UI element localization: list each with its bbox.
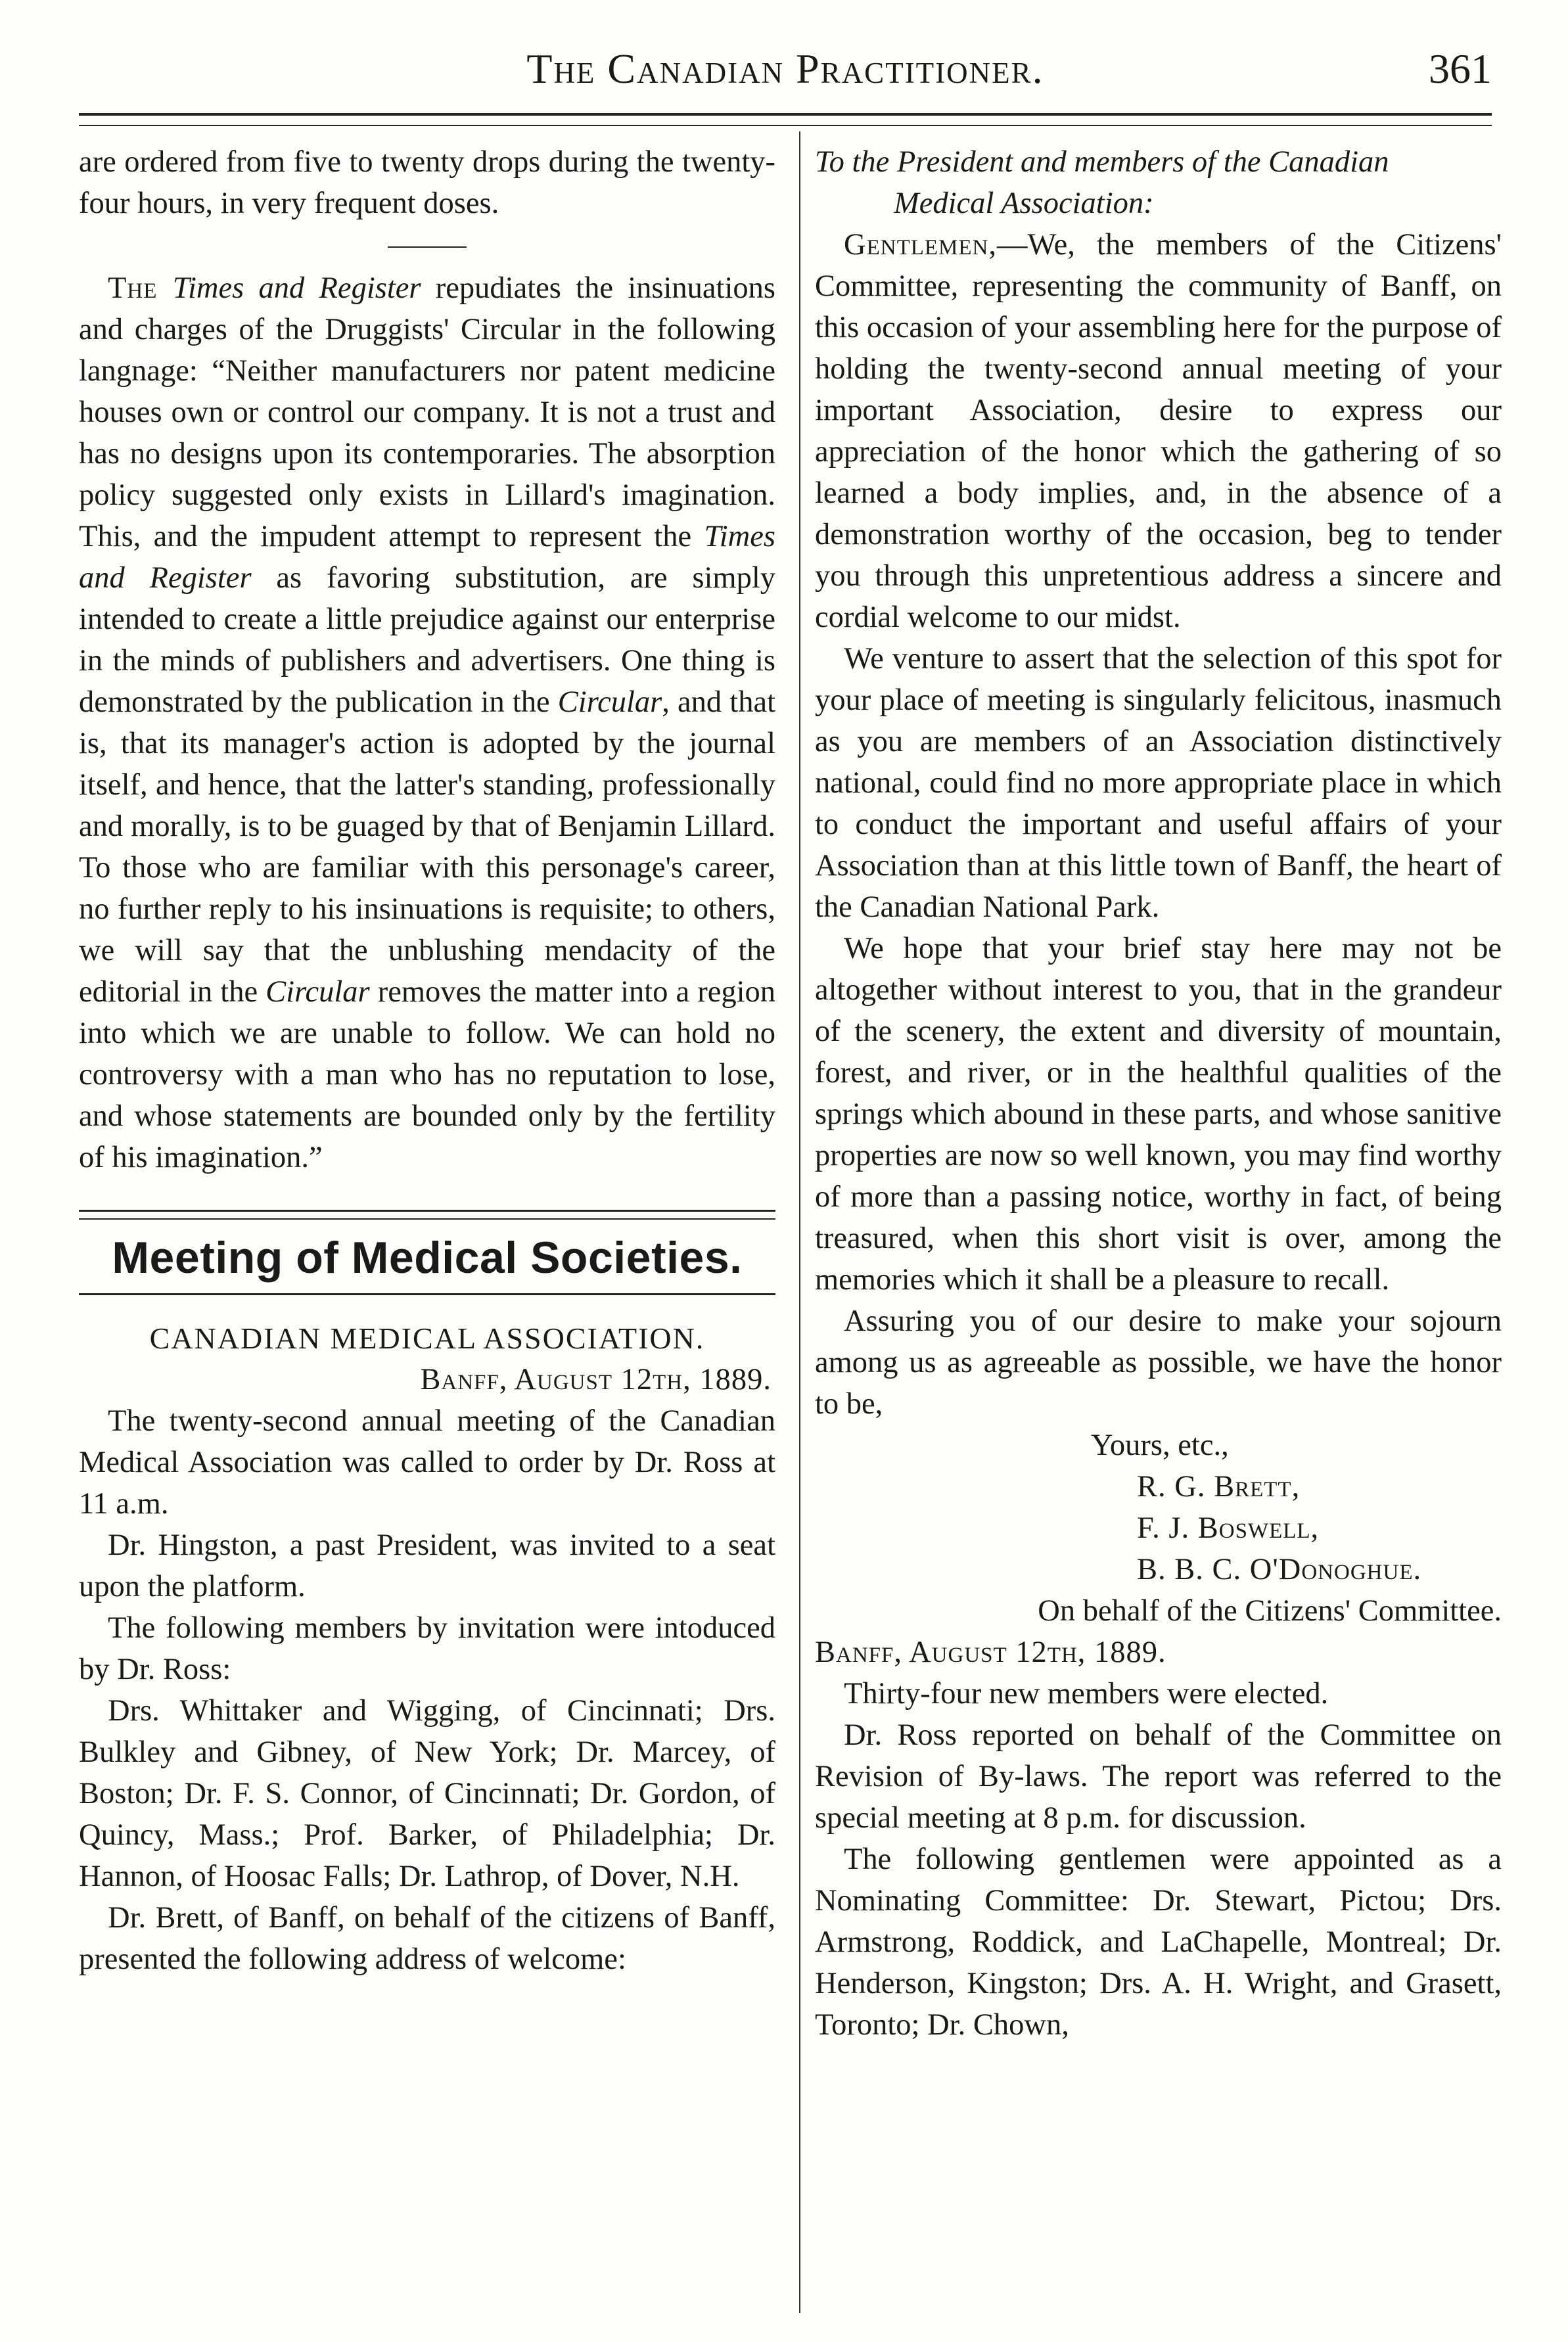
right-column — [815, 141, 1502, 2046]
page-number: 361 — [1429, 45, 1492, 92]
lead-word: The — [108, 271, 173, 305]
column-divider — [799, 131, 800, 2313]
paragraph-new-members: Thirty-four new members were elected. — [844, 1677, 1329, 1711]
header-rule — [79, 113, 1492, 126]
paragraph-invitation: The following members by invitation were intoduced by Dr. Ross: — [79, 1611, 775, 1686]
paragraph-nominating: The following gentlemen were appointed as a Nominating Committee: Dr. Stewart, Pictou; Drs. Armstrong, Roddick, and LaChapelle, Montreal; Dr. Henderson, Kingston; Drs. A. H. Wright, and Grasett, Toronto; Dr. Chown, — [815, 1843, 1502, 2042]
paragraph-members-list: Drs. Whittaker and Wigging, of Cincinnati; Drs. Bulkley and Gibney, of New York; Dr. Marcey, of Boston; Dr. F. S. Connor, of Cincinnati; Dr. Gordon, of Quincy, Mass.; Prof. Barker, of Philadelphia; Dr. Hannon, of Hoosac Falls; Dr. Lathrop, of Dover, N.H. — [79, 1694, 775, 1893]
association-heading: CANADIAN MEDICAL ASSOCIATION. — [149, 1321, 705, 1355]
paragraph-assuring: Assuring you of our desire to make your sojourn among us as agreeable as possible, we have the honor to be, — [815, 1304, 1502, 1421]
text-run: repudiates the insinuations and charges of the Druggists' Circular in the following langnage: “Neither manufacturers nor patent medicine houses own or control our company. It is not a trust and has no designs upon its contemporaries. The absorption policy suggested only exists in Lillard's imagination. This, and the impudent attempt to represent the — [79, 271, 775, 553]
signature: R. G. Brett, — [1137, 1470, 1301, 1504]
address-line: To the President and members of the Canadian — [815, 145, 1389, 179]
section-heading: Meeting of Medical Societies. — [112, 1233, 743, 1283]
dateline: Banff, August 12th, 1889. — [420, 1363, 772, 1396]
section-rule-top — [79, 1210, 775, 1220]
journal-title: The Canadian Practitioner. — [526, 45, 1044, 92]
journal-name: Circular — [265, 975, 370, 1009]
journal-name: Times and Register — [79, 520, 775, 595]
text-run: , and that is, that its manager's action is adopted by the journal itself, and hence, that the latter's standing, professionally and morally, is to be guaged by that of Benjamin Lillard. To those who are familiar with this personage's career, no further reply to his insinuations is requisite; to others, we will say that the unblushing mendacity of the editorial in the — [79, 685, 775, 1009]
running-header — [79, 39, 1492, 112]
paragraph-hope: We hope that your brief stay here may not be altogether without interest to you, that in the grandeur of the scenery, the extent and diversity of mountain, forest, and river, or in the healthful qualities of the springs which abound in these parts, and whose sanitive properties are now so well known, you may find worthy of more than a passing notice, worthy in fact, of being treasured, when this short visit is over, among the memories which it shall be a pleasure to recall. — [815, 932, 1502, 1297]
address-salutation — [815, 141, 1502, 224]
text-run: —We, the members of the Citizens' Committee, representing the community of Banff, on this occasion of your assembling here for the purpose of holding the twenty-second annual meeting of your important Association, desire to express our appreciation of the honor which the gathering of so learned a body implies, and, in the absence of a demonstration worthy of the occasion, beg to tender you through this unpretentious address a sincere and cordial welcome to our midst. — [815, 228, 1502, 634]
journal-name: Circular — [557, 685, 662, 719]
paragraph-brett: Dr. Brett, of Banff, on behalf of the citizens of Banff, presented the following address of welcome: — [79, 1901, 775, 1976]
closing: Yours, etc., — [1091, 1429, 1229, 1462]
dateline: Banff, August 12th, 1889. — [815, 1636, 1166, 1669]
paragraph-gentlemen — [815, 224, 1502, 638]
lead-word: Gentlemen, — [844, 228, 997, 262]
separator-rule — [388, 246, 467, 248]
address-line: Medical Association: — [894, 187, 1154, 220]
paragraph-venture: We venture to assert that the selection of this spot for your place of meeting is singularly felicitous, inasmuch as you are members of an Association distinctively national, could find no more appropriate place in which to conduct the important and useful affairs of your Association than at this little town of Banff, the heart of the Canadian National Park. — [815, 642, 1502, 924]
text-run: as favoring substitution, are simply intended to create a little prejudice against our enterprise in the minds of publishers and advertisers. One thing is demonstrated by the publication in the — [79, 561, 775, 719]
journal-name: Times and Register — [172, 271, 421, 305]
text-run: removes the matter into a region into which we are unable to follow. We can hold no controversy with a man who has no reputation to lose, and whose statements are bounded only by the fertility of his imagination.” — [79, 975, 775, 1174]
paragraph-doses: are ordered from five to twenty drops during the twenty-four hours, in very frequent doses. — [79, 145, 775, 220]
paragraph-meeting: The twenty-second annual meeting of the Canadian Medical Association was called to order by Dr. Ross at 11 a.m. — [79, 1404, 775, 1521]
paragraph-bylaws: Dr. Ross reported on behalf of the Committee on Revision of By-laws. The report was referred to the special meeting at 8 p.m. for discussion. — [815, 1718, 1502, 1835]
signature: B. B. C. O'Donoghue. — [1137, 1553, 1422, 1586]
paragraph-hingston: Dr. Hingston, a past President, was invited to a seat upon the platform. — [79, 1528, 775, 1603]
behalf-line: On behalf of the Citizens' Committee. — [1038, 1594, 1502, 1628]
section-rule-bottom — [79, 1293, 775, 1295]
paragraph-times-register — [79, 267, 775, 1178]
left-column — [79, 141, 775, 1980]
signature: F. J. Boswell, — [1137, 1511, 1320, 1545]
